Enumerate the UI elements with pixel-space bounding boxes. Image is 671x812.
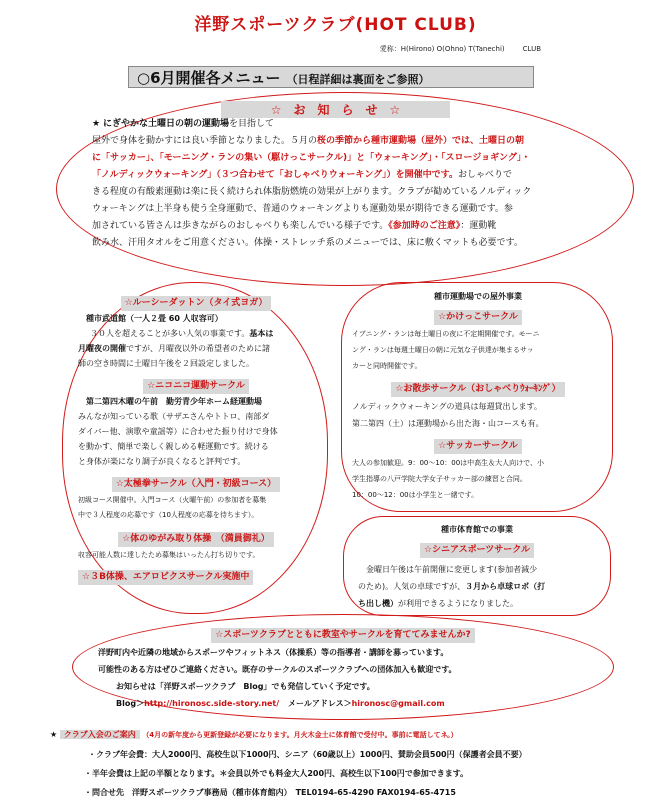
sanpo-heading: ☆お散歩サークル（おしゃべりｳｫｰｷﾝｸﾞ） bbox=[391, 382, 564, 397]
niconico-line: みんなが知っている歌（サザエさんやトトロ、南部ダ bbox=[78, 412, 270, 421]
notice-line-text: ：運動靴 bbox=[460, 221, 497, 231]
soccer-line: 大人の参加歓迎。9：00～10：00は中高生＆大人向けで、小 bbox=[352, 459, 545, 467]
mail-link[interactable]: hironosc@gmail.com bbox=[351, 699, 445, 708]
menu-banner-title: ○6月開催各メニュー bbox=[137, 69, 281, 87]
notice-heading-text: ☆ お 知 ら せ ☆ bbox=[221, 101, 451, 118]
senior-line bbox=[358, 579, 596, 594]
niconico-venue: 第二第四木曜の午前 勤労青少年ホーム経運動場 bbox=[86, 397, 262, 406]
soccer-heading-wrap bbox=[352, 433, 604, 454]
taichi-line: 初級コース開催中。入門コース（火曜午前）の参加者を募集 bbox=[78, 496, 267, 504]
left-content bbox=[78, 290, 314, 585]
footer-heading-text: クラブ入会のご案内 bbox=[60, 730, 140, 739]
footer-heading bbox=[50, 727, 660, 743]
notice-body bbox=[92, 117, 612, 251]
senior-text: のため)。人気の卓球ですが、 bbox=[358, 582, 466, 591]
senior-bold: ３月から卓球ロボ（打 bbox=[465, 582, 546, 591]
taichi-heading: ☆太極拳サークル（入門・初級コース） bbox=[112, 477, 280, 492]
kakekko-line: イブニング・ランは毎土曜日の夜に不定期開催です。モーニ bbox=[352, 330, 540, 338]
gym-title: 種市体育館での事業 bbox=[441, 525, 513, 534]
niconico-line: と身体が楽になり調子が良くなると評判です。 bbox=[78, 457, 246, 466]
ruesi-line: 師の空き時間に土曜日午後を２回設定しました。 bbox=[78, 359, 254, 368]
notice-lead-bold: にぎやかな土曜日の朝の運動場 bbox=[102, 119, 229, 129]
blog-link[interactable]: http://hironosc.side-story.net/ bbox=[144, 699, 280, 708]
yugami-heading: ☆体のゆがみ取り体操 （満員御礼） bbox=[118, 532, 274, 547]
senior-text: が利用できるようになりました。 bbox=[398, 599, 518, 608]
notice-line: きる程度の有酸素運動は楽に長く続けられ体脂肪燃焼の効果が上がります。クラブが勧めているノルディック bbox=[92, 187, 532, 197]
recruit-line: 洋野町内や近隣の地域からスポーツやフィットネス（体操系）等の指導者・講師を募っています。 bbox=[98, 648, 449, 657]
kakekko-heading: ☆かけっこサークル bbox=[434, 310, 522, 325]
notice-line-red: 桜の季節から種市運動場（屋外）では、土曜日の朝 bbox=[317, 136, 525, 146]
senior-line: 金曜日午後は午前開催に変更します(参加者減少 bbox=[366, 565, 538, 574]
footer-line: ・問合せ先 洋野スポーツクラブ事務局（種市体育館内） TEL0194-65-4290 FAX0194-65-4715 bbox=[84, 788, 456, 797]
niconico-line: を動かす、簡単で楽しく親しめる軽運動です。続ける bbox=[78, 442, 269, 451]
right-bottom-content bbox=[358, 522, 596, 611]
blog-label: Blog＞ bbox=[116, 699, 145, 708]
taichi-line: 中で３人程度の応募です（10人程度の応募を待ちます）。 bbox=[78, 511, 259, 519]
footer bbox=[50, 727, 660, 800]
recruit-heading: ☆スポーツクラブとともに教室やサークルを育ててみませんか? bbox=[211, 628, 475, 643]
kakekko-line: カーと同時開催です。 bbox=[352, 362, 422, 370]
mail-label: メールアドレス＞ bbox=[287, 699, 352, 708]
footer-line: ・半年会費は上記の半額となります。＊会員以外でも料金大人200円、高校生以下100円で参加できます。 bbox=[84, 769, 469, 778]
notice-line-red: 「ノルディックウォーキング」（３つ合わせて「おしゃべりウォーキング」）を開催中です。 bbox=[92, 170, 458, 180]
nickname-line bbox=[380, 44, 541, 54]
left-heading-1 bbox=[78, 290, 314, 311]
ruesi-line bbox=[78, 341, 314, 356]
notice-line bbox=[92, 219, 612, 234]
ruesi-text: ３０人を超えることが多い人気の事業です。 bbox=[90, 329, 250, 338]
niconico-line: ダイバー他、演歌や童謡等）に合わせた振り付けで身体 bbox=[78, 427, 278, 436]
senior-heading-wrap bbox=[358, 537, 596, 558]
recruit-line: 可能性のある方はぜひご連絡ください。既存のサークルのスポーツクラブへの団体加入も歓迎です。 bbox=[98, 665, 457, 674]
page-title: 洋野スポーツクラブ(HOT CLUB) bbox=[194, 15, 477, 35]
left-heading-5 bbox=[78, 564, 314, 585]
notice-line bbox=[92, 134, 612, 149]
footer-line: ・クラブ年会費：大人2000円、高校生以下1000円、シニア（60歳以上）1000円、賛助会員500円（保護者会員不要） bbox=[88, 750, 527, 759]
notice-line-red: に「サッカー」、「モーニング・ランの集い（駆けっこサークル)」と「ウォーキング」・「スロージョギング」・ bbox=[92, 153, 531, 163]
recruit-content bbox=[90, 622, 596, 711]
senior-heading: ☆シニアスポーツサークル bbox=[420, 543, 534, 558]
yugami-line: 収容可能人数に達したため募集はいったん打ち切りです。 bbox=[78, 551, 260, 559]
notice-line: 飲み水、汗用タオルをご用意ください。体操・ストレッチ系のメニューでは、床に敷くマットも必要です。 bbox=[92, 238, 523, 248]
right-top-content bbox=[352, 289, 604, 502]
left-heading-4 bbox=[78, 526, 314, 547]
ruesi-bold: 月曜夜の開催 bbox=[78, 344, 126, 353]
ruesi-line bbox=[78, 326, 314, 341]
notice-line-text: 屋外で身体を動かすには良い季節となりました。５月の bbox=[92, 136, 318, 146]
sanpo-heading-wrap bbox=[352, 376, 604, 397]
soccer-heading: ☆サッカーサークル bbox=[434, 439, 522, 454]
soccer-line: 10：00～12：00は小学生と一緒です。 bbox=[352, 491, 479, 499]
footer-heading-note: （4月の新年度から更新登録が必要になります。月火木金土に体育館で受付中。事前に電話してネ。） bbox=[142, 731, 458, 739]
senior-line bbox=[358, 596, 596, 611]
notice-line bbox=[92, 168, 612, 183]
left-heading-3 bbox=[78, 471, 314, 492]
star-icon: ★ bbox=[92, 119, 101, 129]
recruit-heading-wrap bbox=[90, 622, 596, 643]
recruit-line: お知らせは「洋野スポーツクラブ Blog」でも発信していく予定です。 bbox=[116, 682, 375, 691]
soccer-line: 学生指導の八戸学院大学女子サッカー部の練習と合同。 bbox=[352, 475, 527, 483]
notice-line-text: おしゃべりで bbox=[457, 170, 512, 180]
ruesi-venue: 種市武道館（一人２畳 60 人収容可） bbox=[86, 314, 223, 323]
kakekko-line: ング・ランは毎週土曜日の朝に元気な子供達が集まるサッ bbox=[352, 346, 534, 354]
notice-lead-tail: を目指して bbox=[228, 119, 274, 129]
notice-line bbox=[92, 151, 612, 166]
ruesi-text: ですが、月曜夜以外の希望者のために諸 bbox=[126, 344, 270, 353]
notice-lead bbox=[92, 117, 612, 132]
notice-line-text: 加されている皆さんは歩きながらのおしゃべりも楽しんでいる様子です。 bbox=[92, 221, 389, 231]
menu-banner bbox=[128, 66, 534, 88]
sanpo-line: 第二第四（土）は運動場から出た海・山コースも有。 bbox=[352, 419, 544, 428]
left-heading-2 bbox=[78, 373, 314, 394]
notice-line: ウォーキングは上半身も使う全身運動で、普通のウォーキングよりも運動効果が期待できる運動です。参 bbox=[92, 204, 513, 214]
footer-star-icon: ★ bbox=[50, 730, 58, 739]
menu-banner-note: （日程詳細は裏面をご参照） bbox=[286, 73, 430, 86]
senior-bold: ち出し機） bbox=[358, 599, 398, 608]
notice-heading bbox=[0, 99, 671, 118]
club-word: CLUB bbox=[522, 45, 541, 53]
notice-caution: 《参加時のご注意》 bbox=[388, 221, 461, 231]
recruit-links bbox=[90, 696, 596, 711]
outdoor-title: 種市運動場での屋外事業 bbox=[434, 292, 522, 301]
ruesi-bold: 基本は bbox=[249, 329, 274, 338]
sanpo-line: ノルディックウォーキングの道具は毎週貸出します。 bbox=[352, 402, 542, 411]
ruesi-dutton-heading: ☆ルーシーダットン（タイ式ヨガ） bbox=[121, 296, 272, 311]
niconico-heading: ☆ニコニコ運動サークル bbox=[143, 379, 249, 394]
3b-heading: ☆３B体操、エアロビクスサークル実施中 bbox=[78, 570, 253, 585]
nickname-text: 愛称：H(Hirono) O(Ohno) T(Tanechi) bbox=[379, 45, 505, 53]
kakekko-heading-wrap bbox=[352, 304, 604, 325]
